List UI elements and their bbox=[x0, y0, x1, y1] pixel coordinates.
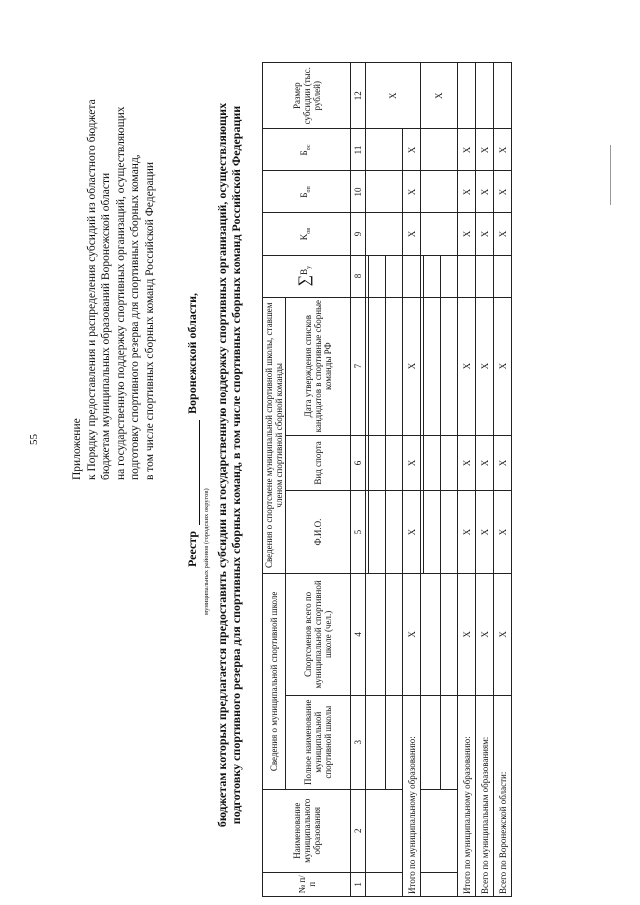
cell bbox=[366, 213, 403, 255]
athlete-group-header: Сведения о спортсмене муниципальной спортивной школы, ставшем членом спортивной сборной команды bbox=[263, 297, 286, 574]
cell bbox=[366, 171, 403, 213]
blank-caption: муниципальных районов (городских округов) bbox=[203, 488, 210, 615]
col-number: 11 bbox=[351, 129, 366, 171]
cell bbox=[386, 255, 403, 297]
total-label: Итого по муниципальному образованию: bbox=[458, 695, 476, 896]
col-number: 8 bbox=[351, 255, 366, 297]
school-group-header: Сведения о муниципальной спортивной школе bbox=[263, 574, 286, 790]
col-num-header: № п/п bbox=[263, 872, 351, 896]
cell bbox=[386, 695, 403, 789]
sigma-icon: ∑ bbox=[296, 274, 314, 287]
col-athletes-header: Спортсменов всего по муниципальной спортивной школе (чел.) bbox=[286, 574, 351, 696]
col-number: 10 bbox=[351, 171, 366, 213]
cell bbox=[421, 789, 458, 872]
cell bbox=[458, 255, 476, 297]
title-word: Реестр bbox=[185, 530, 199, 567]
cell bbox=[366, 789, 403, 872]
column-number-row bbox=[351, 63, 366, 897]
mark-cell: X bbox=[476, 129, 494, 171]
title-region: Воронежской области, bbox=[185, 293, 199, 414]
total-label: Итого по муниципальному образованию: bbox=[403, 695, 421, 896]
register-subtitle bbox=[215, 65, 243, 865]
cell bbox=[366, 872, 403, 896]
cell bbox=[441, 574, 458, 696]
cell bbox=[494, 255, 512, 297]
cell bbox=[421, 171, 458, 213]
appendix-note bbox=[70, 10, 157, 480]
col-subsidy-header: Размер субсидии (тыс. рублей) bbox=[263, 63, 351, 129]
col-school-name-header: Полное наименование муниципальной спортивной школы bbox=[286, 695, 351, 789]
cell bbox=[421, 695, 441, 789]
cell bbox=[424, 297, 441, 435]
register-title bbox=[185, 105, 200, 755]
col-sum-header: $\sum B_y$ bbox=[263, 255, 351, 297]
cell bbox=[424, 435, 441, 490]
col-k-header: $K_{ов}$ bbox=[263, 213, 351, 255]
register-table bbox=[262, 62, 512, 897]
mark-cell: X bbox=[494, 171, 512, 213]
mark-cell: X bbox=[494, 435, 512, 490]
col-date-header: Дата утверждения списков кандидатов в спортивные сборные команды РФ bbox=[286, 297, 351, 435]
mark-cell: X bbox=[458, 297, 476, 435]
mark-cell: X bbox=[476, 171, 494, 213]
cell bbox=[386, 491, 403, 574]
col-number: 12 bbox=[351, 63, 366, 129]
total-label: Всего по Воронежской области: bbox=[494, 695, 512, 896]
cell bbox=[424, 491, 441, 574]
col-fio-header: Ф.И.О. bbox=[286, 491, 351, 574]
subtitle-line: подготовку спортивного резерва для спортивных сборных команд, в том числе спортивных сборных команд Российской Федерации bbox=[229, 105, 243, 825]
col-bop-header: $Б_{оп}$ bbox=[263, 171, 351, 213]
mark-cell: X bbox=[366, 63, 421, 129]
col-number: 5 bbox=[351, 491, 366, 574]
mark-cell: X bbox=[476, 213, 494, 255]
cell bbox=[366, 695, 386, 789]
cell bbox=[458, 63, 476, 129]
appendix-line: в том числе спортивных сборных команд Российской Федерации bbox=[143, 161, 156, 480]
subtitle-line: бюджетам которых предлагается предоставить субсидии на государственную поддержку спортивных организаций, осуществляющих bbox=[215, 102, 229, 828]
total-row bbox=[403, 63, 421, 897]
page-number: 55 bbox=[28, 434, 40, 445]
cell bbox=[476, 63, 494, 129]
cell bbox=[494, 63, 512, 129]
mark-cell: X bbox=[494, 297, 512, 435]
col-number: 2 bbox=[351, 789, 366, 872]
mark-cell: X bbox=[403, 574, 421, 696]
total-row bbox=[494, 63, 512, 897]
mark-cell: X bbox=[458, 574, 476, 696]
mark-cell: X bbox=[403, 491, 421, 574]
mark-cell: X bbox=[476, 491, 494, 574]
mark-cell: X bbox=[476, 435, 494, 490]
appendix-line: к Порядку предоставления и распределения субсидий из областного бюджета bbox=[85, 99, 98, 480]
col-bos-header: $Б_{ос}$ bbox=[263, 129, 351, 171]
cell bbox=[441, 435, 458, 490]
mark-cell: X bbox=[494, 491, 512, 574]
title-blank bbox=[187, 420, 200, 525]
mark-cell: X bbox=[458, 213, 476, 255]
cell bbox=[421, 574, 441, 696]
cell bbox=[369, 297, 386, 435]
mark-cell: X bbox=[458, 171, 476, 213]
mark-cell: X bbox=[458, 129, 476, 171]
mark-cell: X bbox=[476, 297, 494, 435]
cell bbox=[441, 491, 458, 574]
cell bbox=[441, 297, 458, 435]
col-sport-header: Вид спорта bbox=[286, 435, 351, 490]
cell bbox=[421, 129, 458, 171]
cell bbox=[386, 435, 403, 490]
cell bbox=[369, 435, 386, 490]
cell bbox=[421, 213, 458, 255]
col-number: 1 bbox=[351, 872, 366, 896]
total-row bbox=[458, 63, 476, 897]
mark-cell: X bbox=[403, 213, 421, 255]
mark-cell: X bbox=[403, 297, 421, 435]
mark-cell: X bbox=[494, 574, 512, 696]
appendix-line: на государственную поддержку спортивных организаций, осуществляющих bbox=[114, 106, 127, 480]
mark-cell: X bbox=[494, 213, 512, 255]
footer-rule bbox=[610, 145, 611, 205]
col-number: 7 bbox=[351, 297, 366, 435]
total-row bbox=[476, 63, 494, 897]
appendix-line: подготовку спортивного резерва для спортивных сборных команд, bbox=[129, 154, 141, 480]
cell bbox=[369, 491, 386, 574]
col-number: 6 bbox=[351, 435, 366, 490]
cell bbox=[369, 255, 386, 297]
mark-cell: X bbox=[421, 63, 458, 129]
mark-cell: X bbox=[458, 435, 476, 490]
cell bbox=[441, 255, 458, 297]
total-label: Всего по муниципальным образованиям: bbox=[476, 695, 494, 896]
cell bbox=[441, 695, 458, 789]
mark-cell: X bbox=[403, 129, 421, 171]
cell bbox=[366, 574, 386, 696]
cell bbox=[403, 255, 421, 297]
cell bbox=[476, 255, 494, 297]
mark-cell: X bbox=[476, 574, 494, 696]
col-mo-header: Наименование муниципального образования bbox=[263, 789, 351, 872]
col-number: 4 bbox=[351, 574, 366, 696]
cell bbox=[386, 574, 403, 696]
cell bbox=[366, 129, 403, 171]
col-number: 3 bbox=[351, 695, 366, 789]
col-number: 9 bbox=[351, 213, 366, 255]
cell bbox=[424, 255, 441, 297]
mark-cell: X bbox=[458, 491, 476, 574]
cell bbox=[386, 297, 403, 435]
mark-cell: X bbox=[494, 129, 512, 171]
cell bbox=[421, 872, 458, 896]
mark-cell: X bbox=[403, 435, 421, 490]
appendix-line: Приложение bbox=[71, 418, 83, 480]
appendix-line: бюджетам муниципальных образований Воронежской области bbox=[100, 172, 112, 480]
mark-cell: X bbox=[403, 171, 421, 213]
header-row bbox=[263, 63, 286, 897]
